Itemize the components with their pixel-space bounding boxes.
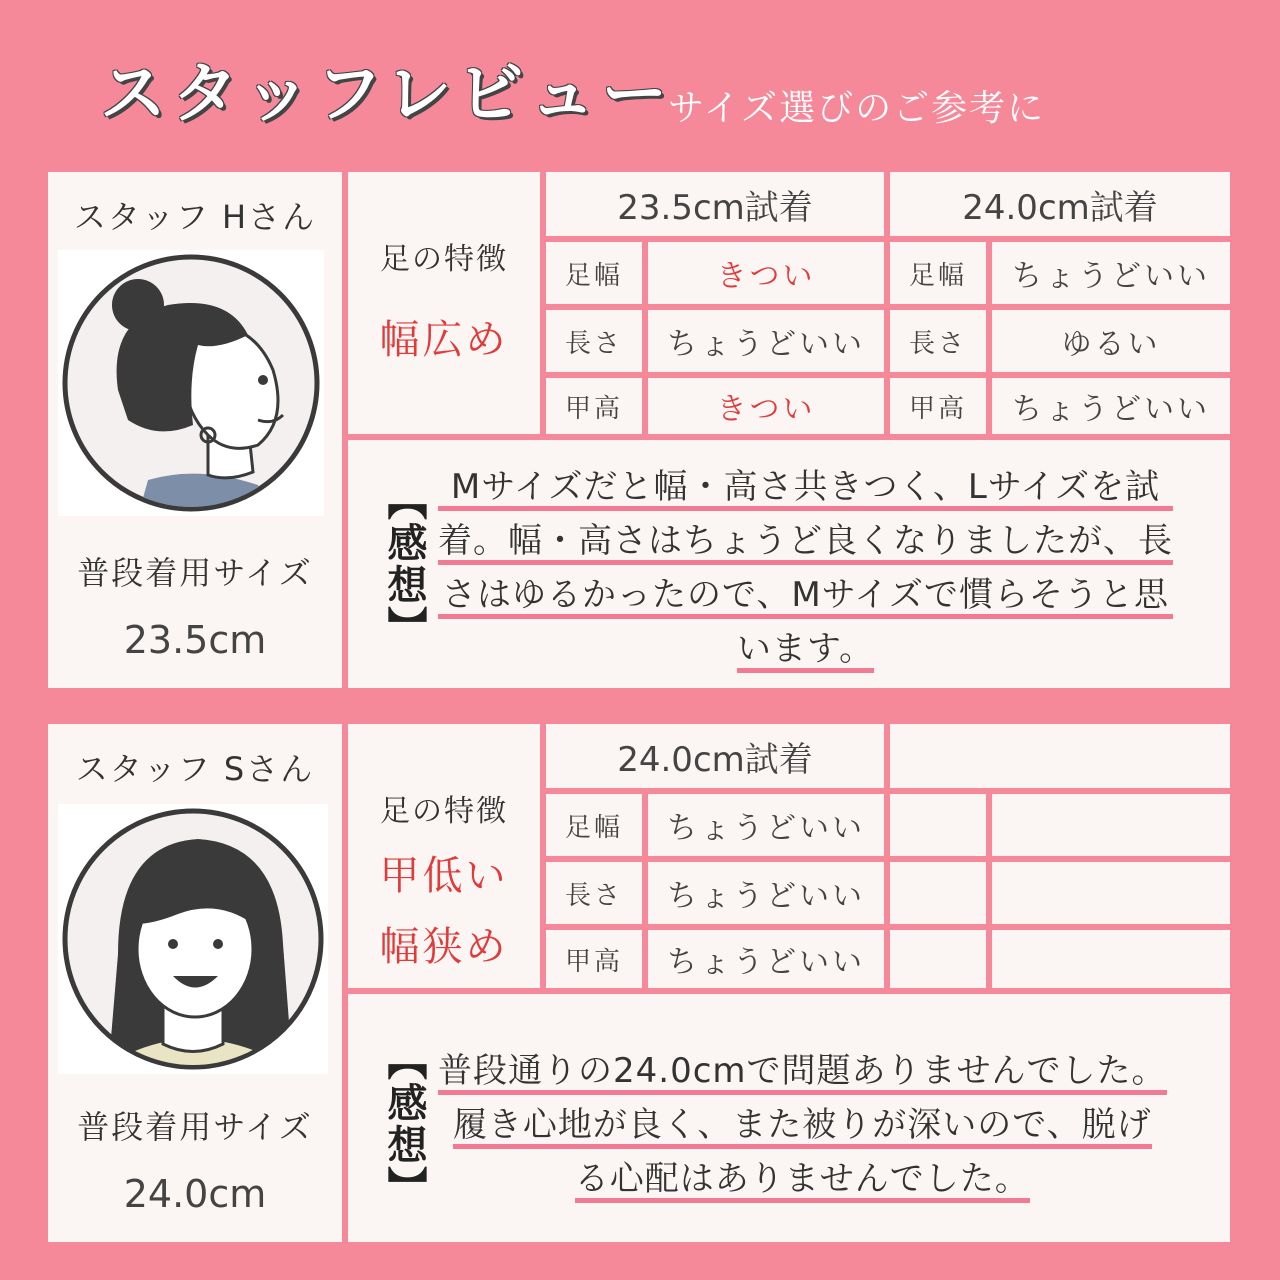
foot-feature-cell [348,172,540,434]
usual-size-label: 普段着用サイズ [77,1108,313,1146]
avatar [58,804,328,1074]
comment-label: 【感想】 [381,480,427,648]
row-value: ちょうどいい [992,378,1230,434]
empty-cell [992,930,1230,988]
empty-cell [890,862,986,924]
row-value: ちょうどいい [648,930,884,988]
empty-cell [992,794,1230,856]
row-value: きつい [648,378,884,434]
row-value: ちょうどいい [648,310,884,372]
row-label: 甲高 [890,378,986,434]
staff-name: スタッフ Sさん [75,750,315,788]
comment-box [348,994,1230,1242]
foot-feature-cell [348,724,540,988]
row-label: 足幅 [546,794,642,856]
row-value: ゆるい [992,310,1230,372]
page-title: スタッフレビュー [100,55,674,132]
row-value: ちょうどいい [992,242,1230,304]
foot-feature-label: 足の特徴 [380,794,508,829]
usual-size-label: 普段着用サイズ [77,554,313,592]
comment-line: Mサイズだと幅・高さ共きつく、Lサイズを試 [438,460,1173,514]
trial-header: 24.0cm試着 [890,172,1230,236]
row-value: きつい [648,242,884,304]
comment-line: る心配はありませんでした。 [575,1152,1030,1206]
empty-cell [890,724,1230,788]
row-label: 甲高 [546,930,642,988]
comment-line: さはゆるかったので、Mサイズで慣らそうと思 [438,568,1173,622]
foot-feature-value: 幅狭め [379,924,509,970]
row-value: ちょうどいい [648,862,884,924]
row-label: 長さ [546,862,642,924]
comment-text [438,1044,1167,1206]
comment-label: 【感想】 [381,1040,427,1208]
row-label: 長さ [890,310,986,372]
avatar [58,250,324,516]
comment-line: 履き心地が良く、また被りが深いので、脱げ [453,1098,1152,1152]
row-label: 足幅 [890,242,986,304]
page-subtitle: サイズ選びのご参考に [668,88,1046,129]
staff-name: スタッフ Hさん [73,198,317,236]
foot-feature-value: 甲低い [379,853,509,899]
empty-cell [890,930,986,988]
comment-line: 着。幅・高さはちょうど良くなりましたが、長 [438,514,1173,568]
woman-bun-avatar-icon [58,250,324,516]
staff-card-h [48,172,1230,688]
staff-profile [48,724,342,1242]
empty-cell [992,862,1230,924]
staff-profile [48,172,342,688]
empty-cell [890,794,986,856]
trial-header: 23.5cm試着 [546,172,884,236]
row-value: ちょうどいい [648,794,884,856]
staff-card-s [48,724,1230,1242]
trial-header: 24.0cm試着 [546,724,884,788]
row-label: 足幅 [546,242,642,304]
usual-size-value: 24.0cm [123,1172,267,1216]
woman-long-hair-avatar-icon [58,804,328,1074]
comment-line: います。 [737,622,874,676]
comment-text [438,460,1173,676]
row-label: 長さ [546,310,642,372]
usual-size-value: 23.5cm [123,618,267,662]
row-label: 甲高 [546,378,642,434]
comment-box [348,440,1230,688]
comment-line: 普段通りの24.0cmで問題ありませんでした。 [438,1044,1167,1098]
foot-feature-value: 幅広め [379,317,509,363]
foot-feature-label: 足の特徴 [380,242,508,277]
